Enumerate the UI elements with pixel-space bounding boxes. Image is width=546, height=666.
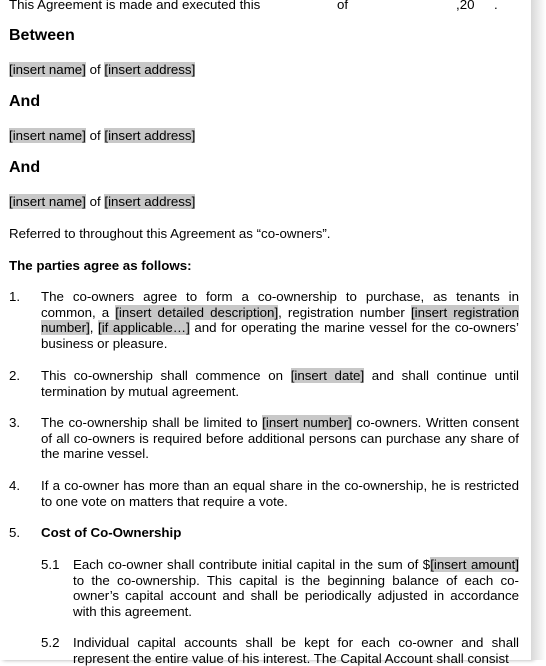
party-2-address-placeholder[interactable]: [insert address] bbox=[104, 128, 196, 143]
clause-1-text bbox=[41, 289, 519, 351]
between-heading: Between bbox=[9, 27, 75, 44]
co-owner-count-placeholder[interactable]: [insert number] bbox=[262, 415, 352, 430]
clause-5-1-number: 5.1 bbox=[41, 557, 60, 572]
registration-number-placeholder[interactable]: [insert registration number] bbox=[41, 304, 519, 335]
party-2-name-placeholder[interactable]: [insert name] bbox=[9, 128, 86, 143]
clause-4-text: If a co-owner has more than an equal share in the co-ownership, he is restricted to one vote on matters that require a vote. bbox=[41, 478, 519, 509]
clause-5-2-text: Individual capital accounts shall be kept for each co-owner and shall represent the entire value of his interest. The Capital Account shall consist bbox=[73, 635, 519, 666]
clause-5-1-text-part: to the co-ownership. This capital is the beginning balance of each co-owner’s capital account and shall be periodically adjusted in accordance with this agreement. bbox=[73, 572, 519, 619]
party-3-of: of bbox=[89, 194, 101, 209]
clause-3-number: 3. bbox=[9, 415, 21, 430]
date-of-text: of bbox=[337, 0, 349, 12]
clause-5-2-number: 5.2 bbox=[41, 635, 60, 650]
clause-3-text-part: The co-ownership shall be limited to bbox=[41, 415, 263, 430]
party-2-of: of bbox=[89, 128, 101, 143]
if-applicable-placeholder[interactable]: [if applicable…] bbox=[98, 320, 190, 335]
clause-1-text-part: , bbox=[89, 320, 99, 335]
page-edge-shadow bbox=[531, 0, 546, 660]
clause-5-1-text bbox=[73, 557, 519, 619]
and-heading-1: And bbox=[9, 93, 41, 110]
agreement-date-line bbox=[9, 0, 260, 12]
referred-text: Referred to throughout this Agreement as “co-owners”. bbox=[9, 226, 331, 241]
clause-1-text-part: and for operating the marine vessel for the co-owners’ business or pleasure. bbox=[41, 320, 519, 351]
party-1-of: of bbox=[89, 62, 101, 77]
agreement-intro-text: This Agreement is made and executed this bbox=[9, 0, 261, 12]
agree-heading: The parties agree as follows: bbox=[9, 258, 192, 273]
date-period: . bbox=[494, 0, 498, 12]
clause-2-text-part: This co-ownership shall commence on bbox=[41, 368, 291, 383]
vessel-description-placeholder[interactable]: [insert detailed description] bbox=[115, 304, 279, 320]
clause-5-number: 5. bbox=[9, 525, 21, 540]
party-3-address-placeholder[interactable]: [insert address] bbox=[104, 194, 196, 209]
clause-5-1-text-part: Each co-owner shall contribute initial capital in the sum of $ bbox=[73, 557, 431, 572]
year-text: ,20 bbox=[456, 0, 475, 12]
and-heading-2: And bbox=[9, 159, 41, 176]
party-2-line bbox=[9, 128, 195, 143]
party-1-line bbox=[9, 62, 195, 77]
clause-3-text-part: co-owners. Written consent of all co-owners is required before additional persons can purchase any share of the marine vessel. bbox=[41, 415, 519, 461]
capital-amount-placeholder[interactable]: [insert amount] bbox=[430, 557, 520, 572]
clause-1-text-part: , registration number bbox=[278, 304, 411, 320]
clause-1-text-part: The co-owners agree to form a co-ownership to purchase, as tenants in common, a bbox=[41, 289, 519, 320]
clause-1-number: 1. bbox=[9, 289, 21, 304]
clause-2-number: 2. bbox=[9, 368, 21, 383]
clause-2-text bbox=[41, 368, 519, 399]
commence-date-placeholder[interactable]: [insert date] bbox=[290, 368, 365, 383]
clause-3-text bbox=[41, 415, 519, 462]
party-3-line bbox=[9, 194, 195, 209]
party-1-name-placeholder[interactable]: [insert name] bbox=[9, 62, 86, 77]
clause-5-heading: Cost of Co-Ownership bbox=[41, 525, 182, 540]
party-3-name-placeholder[interactable]: [insert name] bbox=[9, 194, 86, 209]
party-1-address-placeholder[interactable]: [insert address] bbox=[104, 62, 196, 77]
clause-2-text-part: and shall continue until termination by mutual agreement. bbox=[41, 368, 519, 399]
clause-4-number: 4. bbox=[9, 478, 21, 493]
